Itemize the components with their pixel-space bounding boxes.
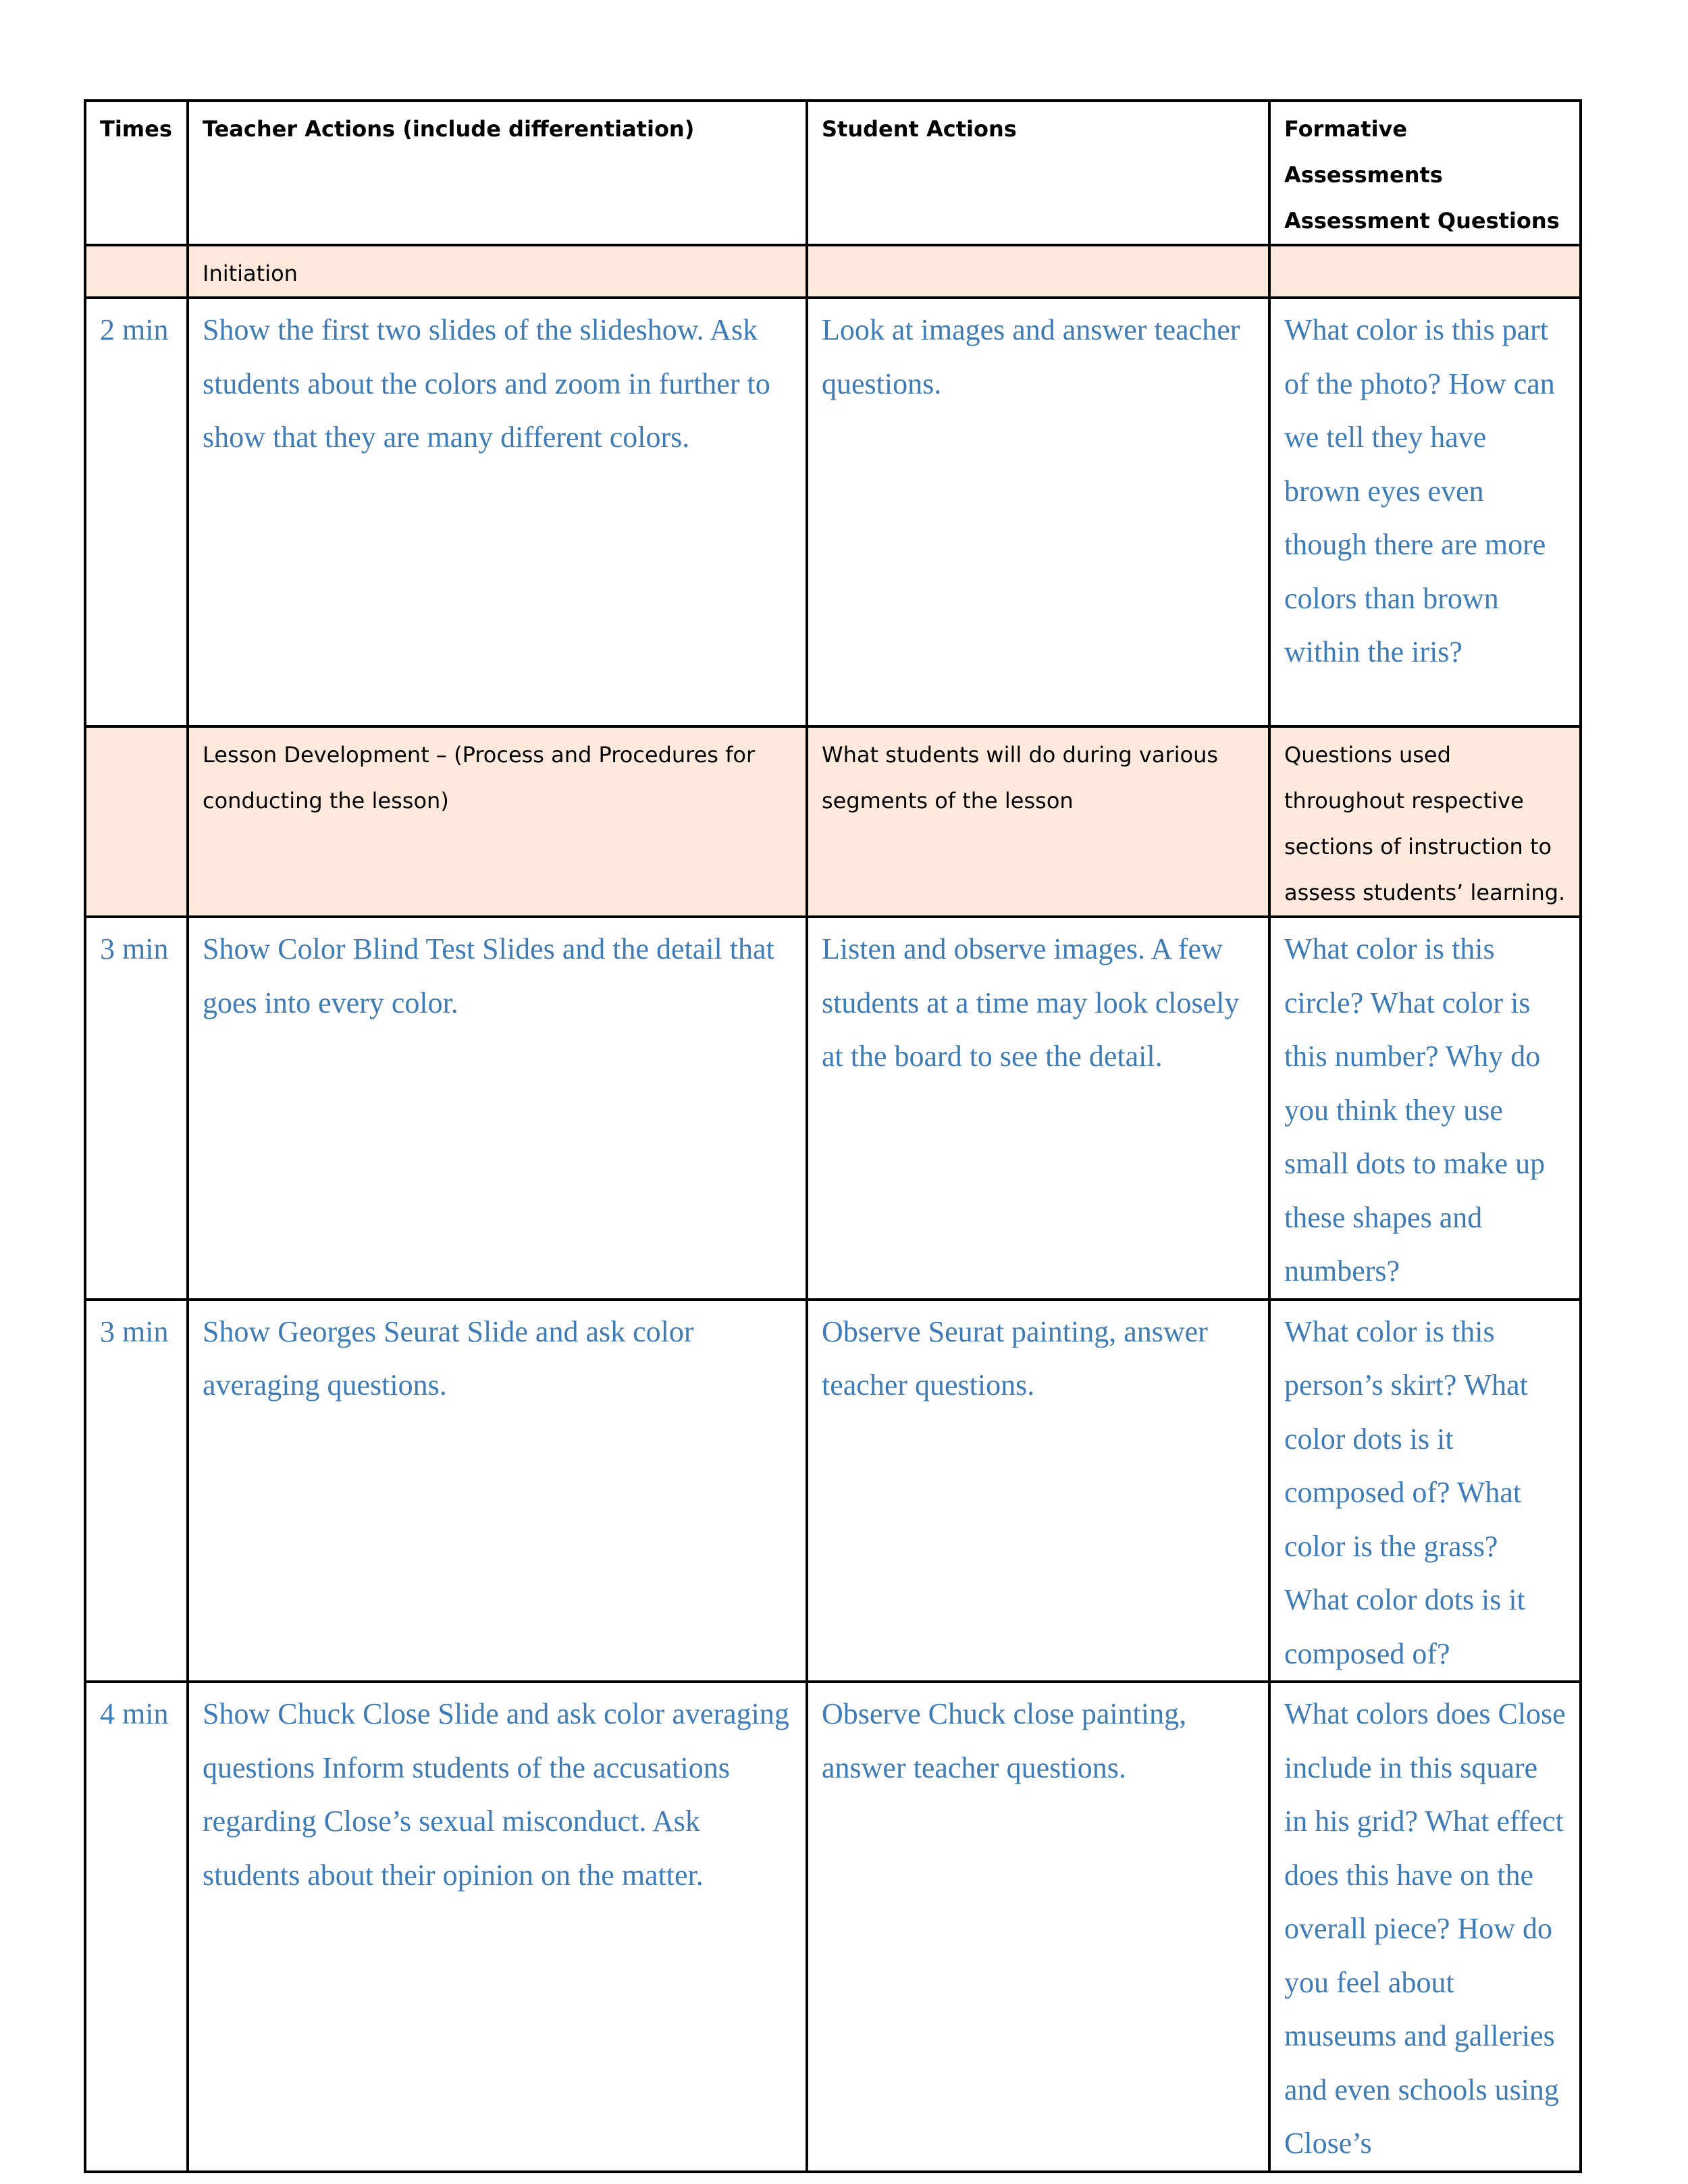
- row2-time: 3 min: [85, 917, 188, 1300]
- row3-teacher-actions: Show Georges Seurat Slide and ask color averaging questions.: [188, 1300, 807, 1682]
- initiation-assessment-cell: [1269, 245, 1581, 298]
- development-assessment-cell: Questions used throughout respective sections of instruction to assess students’ learning.: [1269, 726, 1581, 917]
- initiation-label: Initiation: [203, 261, 298, 286]
- header-assessments-line2: Assessment Questions: [1284, 208, 1560, 234]
- row4-teacher-actions: Show Chuck Close Slide and ask color averaging questions Inform students of the accusations regarding Close’s sexual misconduct. Ask students about their opinion on the matter.: [188, 1682, 807, 2172]
- header-teacher-actions: [188, 101, 807, 245]
- table-row: [85, 1300, 1581, 1682]
- lesson-plan-table: [84, 99, 1582, 2173]
- row4-assessment-questions: What colors does Close include in this square in his grid? What effect does this have on the overall piece? How do you feel about museums and galleries and even schools using Close’s: [1269, 1682, 1581, 2172]
- table-row: [85, 298, 1581, 726]
- row1-assessment-questions: What color is this part of the photo? How can we tell they have brown eyes even though there are more colors than brown within the iris?: [1269, 298, 1581, 726]
- header-student-label: Student Actions: [822, 116, 1017, 142]
- initiation-time-cell: [85, 245, 188, 298]
- initiation-label-cell: [188, 245, 807, 298]
- row4-student-actions: Observe Chuck close painting, answer teacher questions.: [807, 1682, 1269, 2172]
- header-assessments: [1269, 101, 1581, 245]
- row2-teacher-actions: Show Color Blind Test Slides and the detail that goes into every color.: [188, 917, 807, 1300]
- row3-time: 3 min: [85, 1300, 188, 1682]
- lesson-development-row: [85, 726, 1581, 917]
- table-row: [85, 917, 1581, 1300]
- row1-time: 2 min: [85, 298, 188, 726]
- row2-assessment-questions: What color is this circle? What color is this number? Why do you think they use small dots to make up these shapes and numbers?: [1269, 917, 1581, 1300]
- row4-time: 4 min: [85, 1682, 188, 2172]
- table-row: [85, 1682, 1581, 2172]
- initiation-row: [85, 245, 1581, 298]
- header-teacher-label: Teacher Actions (include differentiation): [203, 116, 695, 142]
- header-assessments-line1: Formative Assessments: [1284, 116, 1443, 188]
- header-times: [85, 101, 188, 245]
- header-student-actions: [807, 101, 1269, 245]
- row1-teacher-actions: Show the first two slides of the slideshow. Ask students about the colors and zoom in further to show that they are many different colors.: [188, 298, 807, 726]
- header-row: [85, 101, 1581, 245]
- row3-assessment-questions: What color is this person’s skirt? What color dots is it composed of? What color is the grass? What color dots is it composed of?: [1269, 1300, 1581, 1682]
- row3-student-actions: Observe Seurat painting, answer teacher questions.: [807, 1300, 1269, 1682]
- development-teacher-cell: Lesson Development – (Process and Procedures for conducting the lesson): [188, 726, 807, 917]
- row2-student-actions: Listen and observe images. A few students at a time may look closely at the board to see the detail.: [807, 917, 1269, 1300]
- initiation-student-cell: [807, 245, 1269, 298]
- development-time-cell: [85, 726, 188, 917]
- development-student-cell: What students will do during various segments of the lesson: [807, 726, 1269, 917]
- row1-student-actions: Look at images and answer teacher questions.: [807, 298, 1269, 726]
- header-times-label: Times: [100, 116, 172, 142]
